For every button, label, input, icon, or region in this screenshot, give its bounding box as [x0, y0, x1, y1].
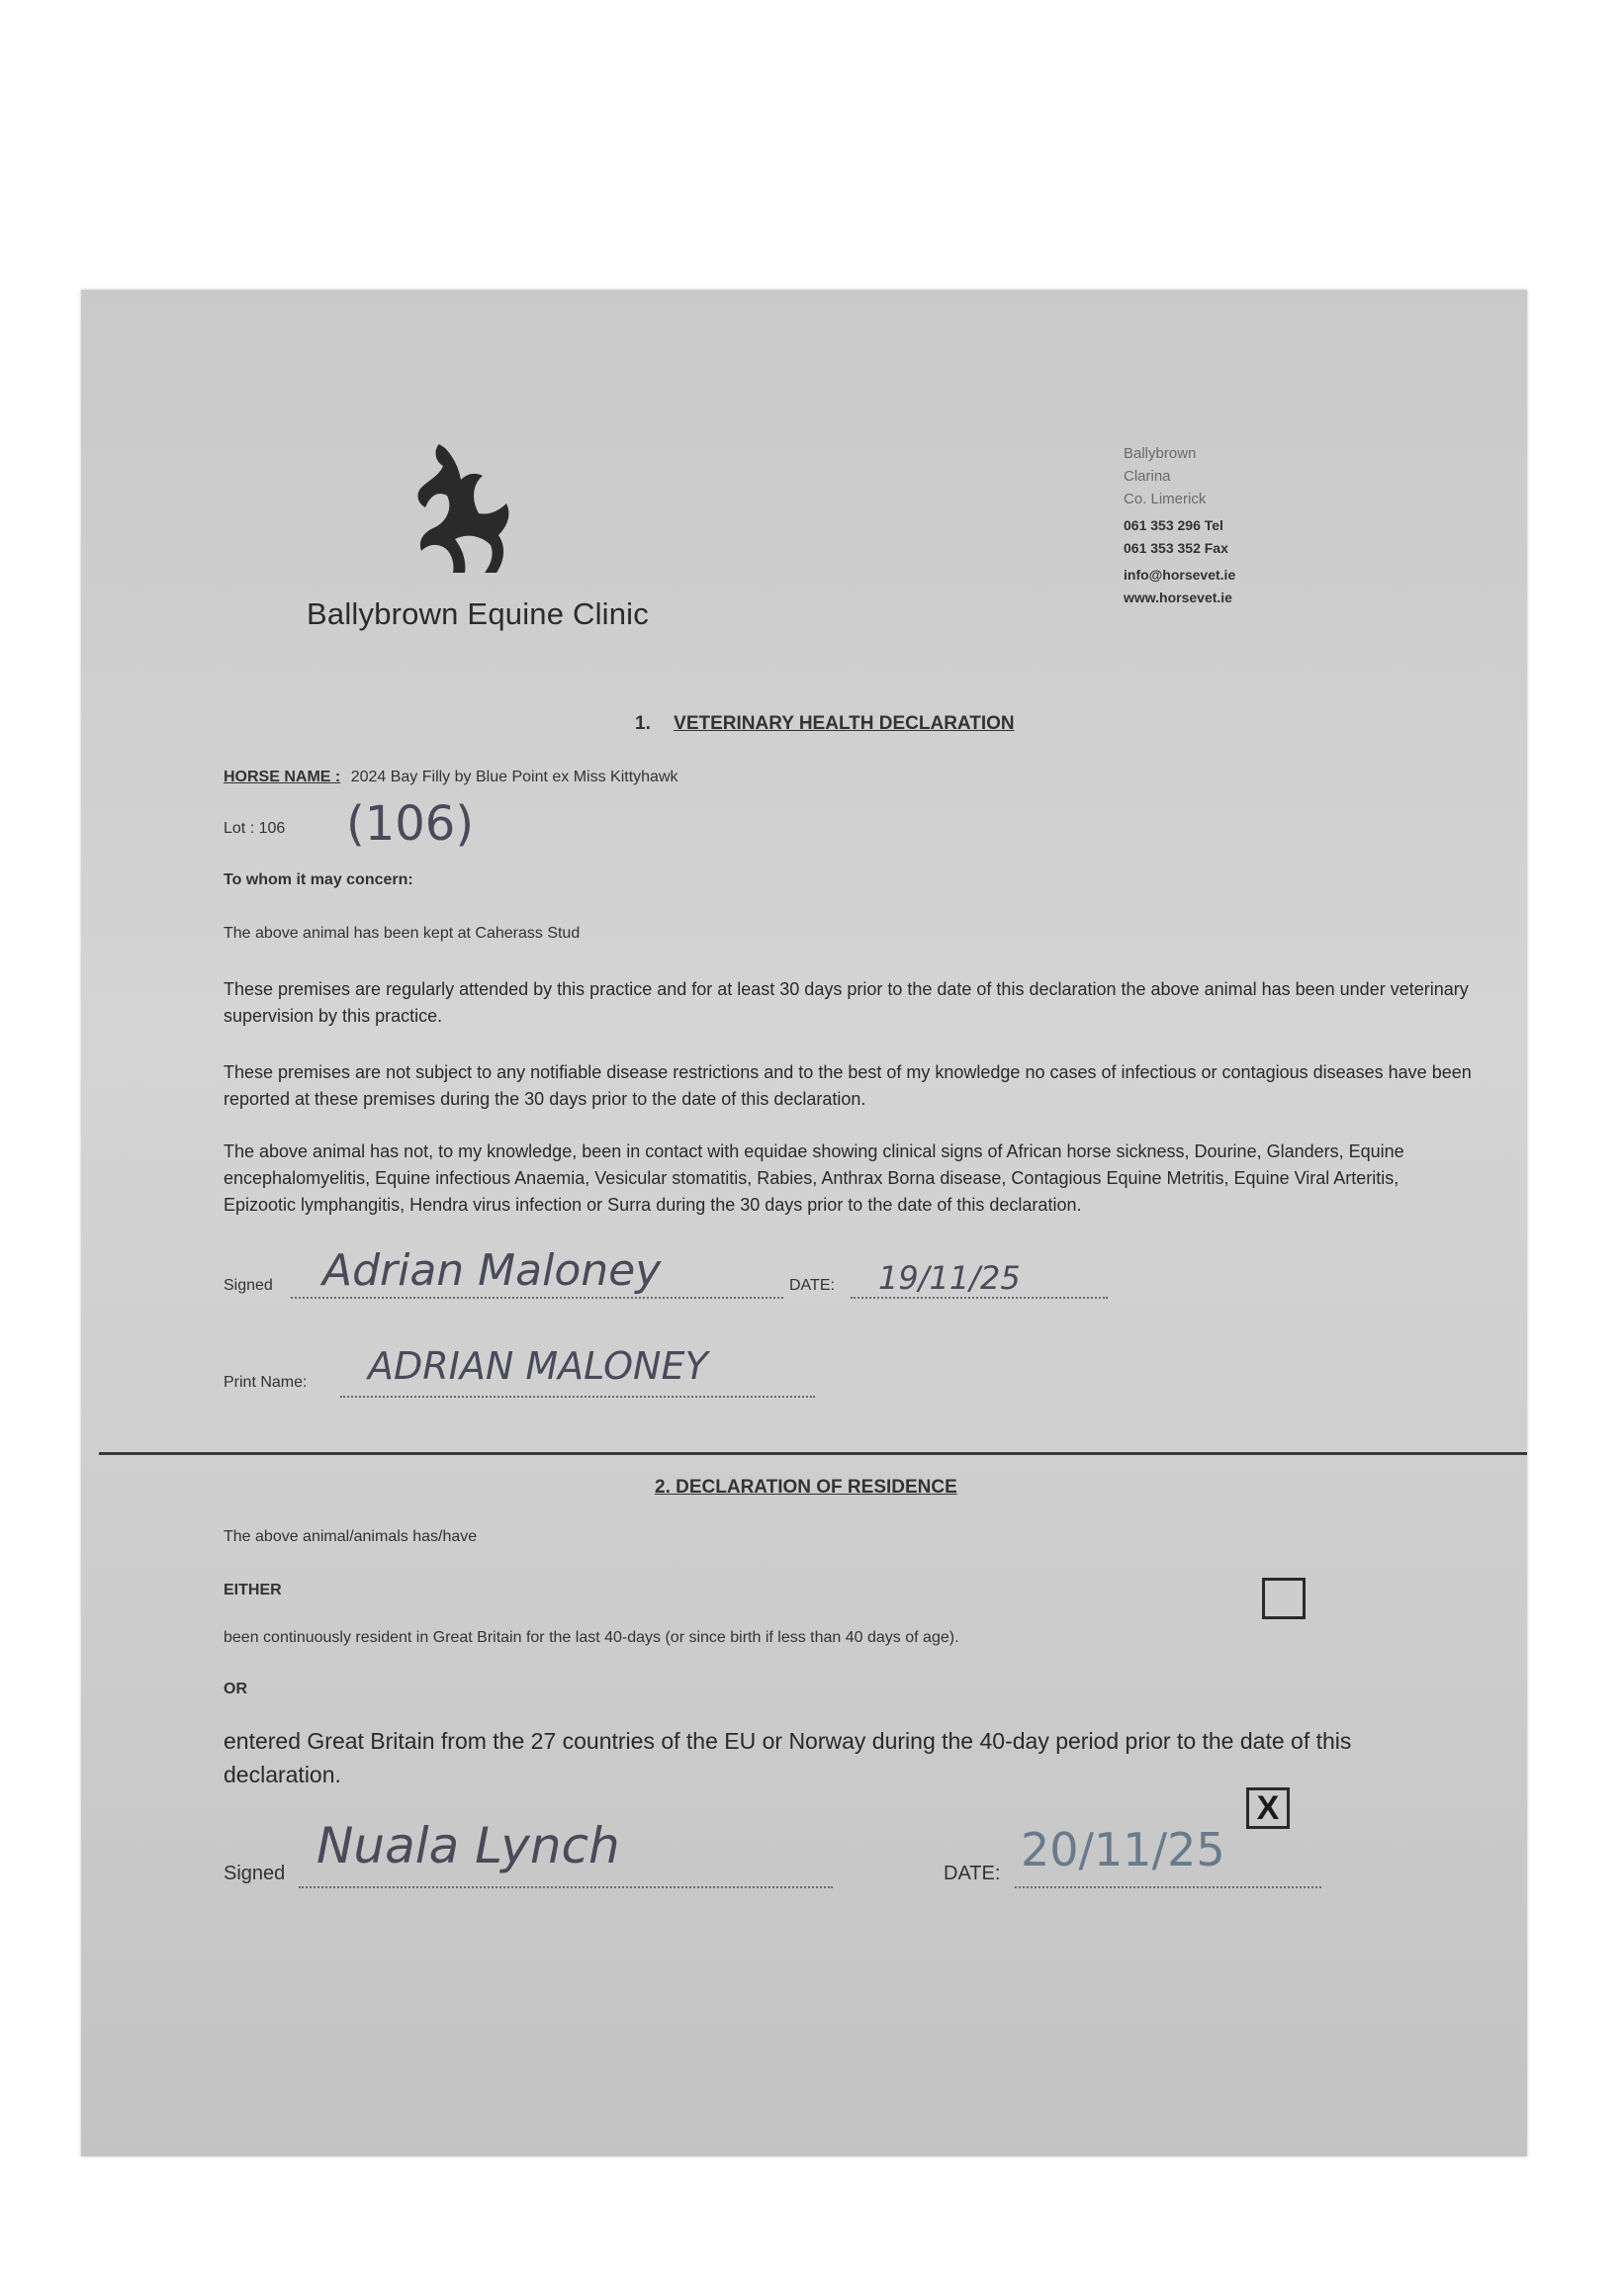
horse-name-row	[224, 769, 678, 786]
signature-line-1	[291, 1297, 783, 1299]
horse-name-label: HORSE NAME :	[224, 769, 341, 785]
disease-restrictions-paragraph: These premises are not subject to any notifiable disease restrictions and to the best of my knowledge no cases of infectious or contagious diseases have been reported at these premises during the 30 days prior to the date of this declaration.	[224, 1062, 1472, 1109]
date-value-2: 20/11/25	[1021, 1823, 1225, 1876]
vet-signature: Adrian Maloney	[322, 1245, 662, 1296]
section1-number: 1.	[635, 713, 651, 734]
signed-label-2: Signed	[224, 1863, 286, 1884]
residence-intro: The above animal/animals has/have	[224, 1528, 478, 1545]
clinic-name: Ballybrown Equine Clinic	[307, 596, 649, 631]
signed-label-1: Signed	[224, 1277, 273, 1294]
section1-title	[635, 713, 1015, 735]
address-line: Co. Limerick	[1124, 491, 1207, 507]
signature-line-2	[299, 1886, 833, 1888]
or-label: OR	[224, 1681, 247, 1697]
supervision-paragraph: These premises are regularly attended by this practice and for at least 30 days prior to the date of this declaration the above animal has been under veterinary supervision by this practice.	[224, 979, 1469, 1026]
date-value-1: 19/11/25	[878, 1259, 1021, 1297]
residence-signature: Nuala Lynch	[316, 1817, 620, 1874]
fax-line: 061 353 352 Fax	[1124, 540, 1228, 556]
address-line: Ballybrown	[1124, 445, 1197, 462]
contact-paragraph: The above animal has not, to my knowledge, been in contact with equidae showing clinical signs of African horse sickness, Dourine, Glanders, Equine encephalomyelitis, Equine infectious Anaemia, Vesicular stomatitis, Rabies, Anthrax Borna disease, Contagious Equine Metritis, Equine Viral Arteritis, Epizootic lymphangitis, Hendra virus infection or Surra during the 30 days prior to the date of this declaration.	[224, 1141, 1404, 1215]
email-line: info@horsevet.ie	[1124, 567, 1236, 583]
print-name-value: ADRIAN MALONEY	[368, 1344, 708, 1388]
lot-handwritten: (106)	[346, 796, 475, 852]
lot-label: Lot : 106	[224, 820, 286, 837]
option1-text: been continuously resident in Great Britain for the last 40-days (or since birth if less than 40 days of age).	[224, 1629, 959, 1646]
option2-checkbox[interactable]: X	[1246, 1787, 1290, 1829]
date-label-2: DATE:	[944, 1863, 1001, 1884]
print-name-label: Print Name:	[224, 1374, 308, 1391]
website-line: www.horsevet.ie	[1124, 590, 1232, 605]
horse-logo-icon	[396, 436, 524, 577]
either-label: EITHER	[224, 1582, 282, 1598]
clinic-address-block	[1124, 442, 1235, 609]
address-line: Clarina	[1124, 468, 1171, 485]
option1-checkbox[interactable]	[1262, 1578, 1306, 1619]
salutation: To whom it may concern:	[224, 871, 413, 888]
date-line-1	[851, 1297, 1108, 1299]
section1-heading: VETERINARY HEALTH DECLARATION	[674, 713, 1015, 734]
section2-title: 2. DECLARATION OF RESIDENCE	[655, 1477, 957, 1498]
document-page	[81, 290, 1527, 2156]
option2-text: entered Great Britain from the 27 countries of the EU or Norway during the 40-day period prior to the date of this declaration.	[224, 1728, 1352, 1787]
section-divider	[99, 1452, 1527, 1455]
horse-name-value: 2024 Bay Filly by Blue Point ex Miss Kittyhawk	[350, 769, 678, 785]
date-line-2	[1015, 1886, 1321, 1888]
date-label-1: DATE:	[789, 1277, 835, 1294]
phone-line: 061 353 296 Tel	[1124, 517, 1223, 533]
kept-at-statement: The above animal has been kept at Caherass Stud	[224, 925, 581, 942]
print-name-line	[340, 1396, 815, 1398]
